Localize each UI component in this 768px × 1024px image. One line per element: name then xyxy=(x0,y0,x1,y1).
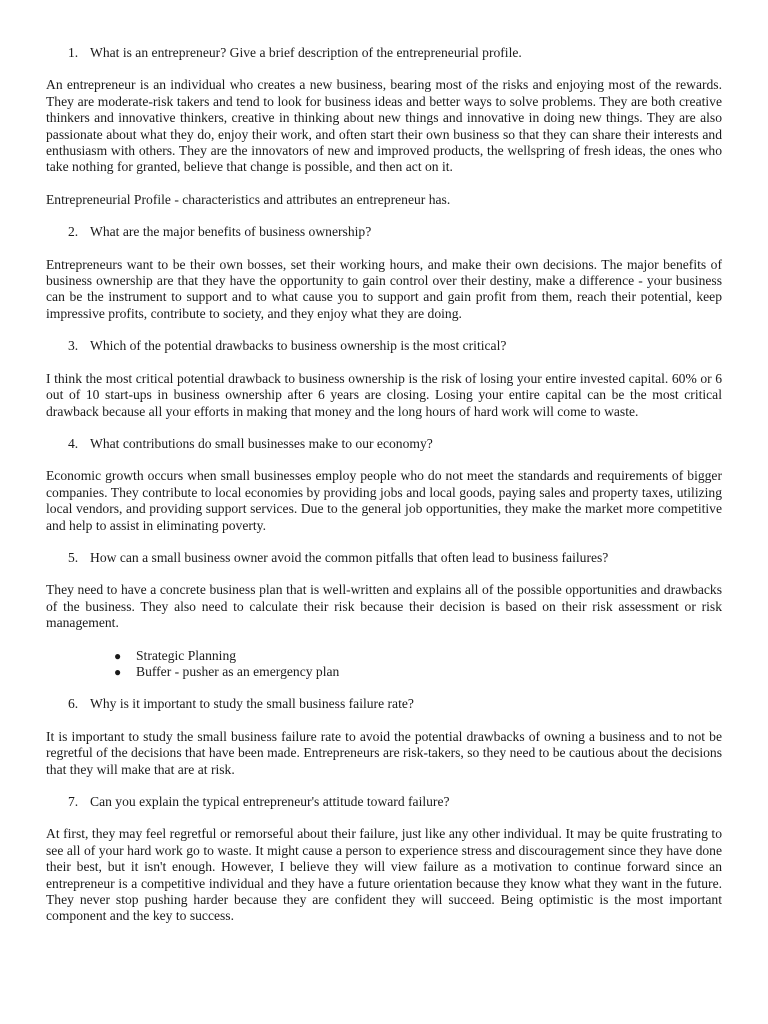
bullet-text: Buffer - pusher as an emergency plan xyxy=(136,663,340,679)
question-number: 3. xyxy=(68,338,79,354)
question-3 xyxy=(68,338,722,354)
question-text: How can a small business owner avoid the common pitfalls that often lead to business failures? xyxy=(90,549,609,565)
bullet-item xyxy=(114,664,722,680)
question-number: 2. xyxy=(68,224,79,240)
question-text: What is an entrepreneur? Give a brief description of the entrepreneurial profile. xyxy=(90,45,522,60)
question-text: What contributions do small businesses make to our economy? xyxy=(90,435,433,451)
question-6 xyxy=(68,696,722,712)
question-5 xyxy=(68,550,722,566)
question-number: 4. xyxy=(68,435,79,451)
answer-paragraph: They need to have a concrete business plan that is well-written and explains all of the possible opportunities and drawbacks of the business. They also need to calculate their risk because their decision is based on their risk assessment or risk management. xyxy=(46,582,722,631)
question-1 xyxy=(68,45,722,61)
bullet-icon: ● xyxy=(114,648,122,663)
answer-paragraph: Entrepreneurs want to be their own bosses, set their working hours, and make their own decisions. The major benefits of business ownership are that they have the opportunity to gain control over their destiny, make a difference - your business can be the instrument to support and to what cause you to support and gain profit from them, reach their potential, keep impressive profits, contribute to society, and they enjoy what they are doing. xyxy=(46,256,722,321)
bullet-item xyxy=(114,648,722,664)
answer-paragraph: It is important to study the small business failure rate to avoid the potential drawbacks of owning a business and to not be regretful of the decisions that have been made. Entrepreneurs are risk-takers, so they need to be cautious about the decisions that they will make that are at risk. xyxy=(46,728,722,777)
answer-paragraph: An entrepreneur is an individual who creates a new business, bearing most of the risks and enjoying most of the rewards. They are moderate-risk takers and tend to look for business ideas and better ways to solve problems. They are both creative thinkers and innovative thinkers, creative in thinking about new things and innovative in doing new things. They are also passionate about what they do, enjoy their work, and often start their own business so that they can share their interests and enthusiasm with others. They are the innovators of new and improved products, the wellspring of fresh ideas, the ones who take nothing for granted, believe that change is possible, and then act on it. xyxy=(46,77,722,175)
question-number: 7. xyxy=(68,794,79,809)
bullet-icon: ● xyxy=(114,664,122,679)
bullet-list xyxy=(46,648,722,681)
question-number: 1. xyxy=(68,45,79,60)
bullet-text: Strategic Planning xyxy=(136,647,237,663)
answer-paragraph: At first, they may feel regretful or remorseful about their failure, just like any other individual. It may be quite frustrating to see all of your hard work go to waste. It might cause a person to experience stress and discouragement since they have done their best, but it isn't enough. However, I believe they will view failure as a motivation to continue forward since an entrepreneur is a competitive individual and they have a future orientation because they know what they want in the future. They never stop pushing harder because they are confident they will succeed. Being optimistic is the most important component and the key to success. xyxy=(46,826,722,924)
question-text: Which of the potential drawbacks to business ownership is the most critical? xyxy=(90,338,507,354)
answer-paragraph: Entrepreneurial Profile - characteristics and attributes an entrepreneur has. xyxy=(46,191,451,207)
answer-paragraph: I think the most critical potential drawback to business ownership is the risk of losing your entire invested capital. 60% or 6 out of 10 start-ups in business ownership after 6 years are closing. Losing your entire capital can be the most critical drawback because all your efforts in making that money and the long hours of hard work will come to waste. xyxy=(46,370,722,419)
question-7 xyxy=(68,794,722,810)
question-2 xyxy=(68,224,722,240)
answer-paragraph: Economic growth occurs when small businesses employ people who do not meet the standards and requirements of bigger companies. They contribute to local economies by providing jobs and local goods, paying sales and property taxes, utilizing local vendors, and providing support services. Due to the general job opportunities, they make the market more competitive and help to assist in eliminating poverty. xyxy=(46,468,722,533)
question-number: 5. xyxy=(68,549,79,565)
question-text: Why is it important to study the small business failure rate? xyxy=(90,696,414,712)
question-number: 6. xyxy=(68,696,79,712)
question-text: What are the major benefits of business ownership? xyxy=(90,224,372,240)
question-text: Can you explain the typical entrepreneur's attitude toward failure? xyxy=(90,794,450,809)
question-4 xyxy=(68,436,722,452)
